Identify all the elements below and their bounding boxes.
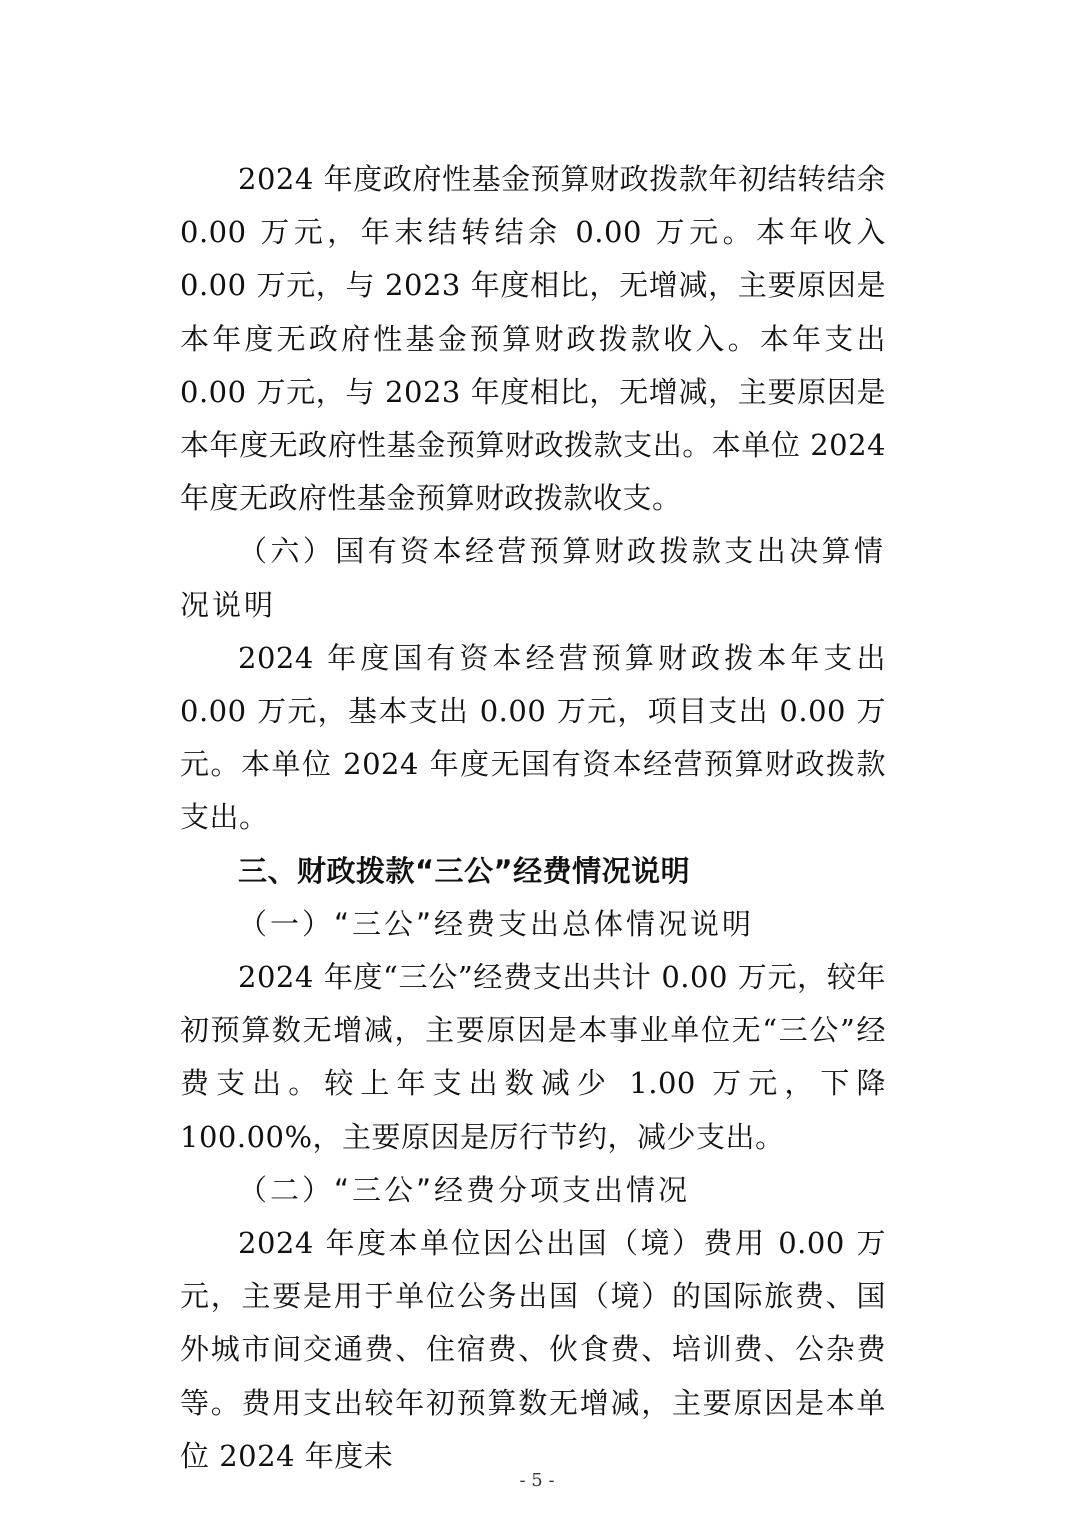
subheading-three-public-overall: （一）“三公”经费支出总体情况说明 xyxy=(238,906,755,941)
subheading-three-public-items: （二）“三公”经费分项支出情况 xyxy=(238,1172,691,1207)
paragraph-government-fund: 2024 年度政府性基金预算财政拨款年初结转结余 0.00 万元，年末结转结余 0.00 万元。本年收入 0.00 万元，与 2023 年度相比，无增减，主要原因是本年度无政府性基金预算财政拨款收入。本年支出 0.00 万元，与 2023 年度相比，无增减，主要原因是本年度无政府性基金预算财政拨款支出。本单位 2024 年度无政府性基金预算财政拨款收支。 xyxy=(180,162,886,516)
paragraph-three-public-overall: 2024 年度“三公”经费支出共计 0.00 万元，较年初预算数无增减，主要原因是本事业单位无“三公”经费支出。较上年支出数减少 1.00 万元，下降 100.00%，主要原因是厉行节约，减少支出。 xyxy=(180,960,886,1154)
section-heading-three-public: 三、财政拨款“三公”经费情况说明 xyxy=(238,853,691,888)
document-body xyxy=(180,153,886,1483)
paragraph-state-capital: 2024 年度国有资本经营预算财政拨本年支出 0.00 万元，基本支出 0.00 万元，项目支出 0.00 万元。本单位 2024 年度无国有资本经营预算财政拨款支出。 xyxy=(180,640,886,835)
subheading-state-capital: （六）国有资本经营预算财政拨款支出决算情况说明 xyxy=(180,534,886,622)
page-number: - 5 - xyxy=(519,1470,555,1491)
paragraph-overseas-travel: 2024 年度本单位因公出国（境）费用 0.00 万元，主要是用于单位公务出国（境）的国际旅费、国外城市间交通费、住宿费、伙食费、培训费、公杂费等。费用支出较年初预算数无增减，主要原因是本单位 2024 年度未 xyxy=(180,1226,886,1473)
